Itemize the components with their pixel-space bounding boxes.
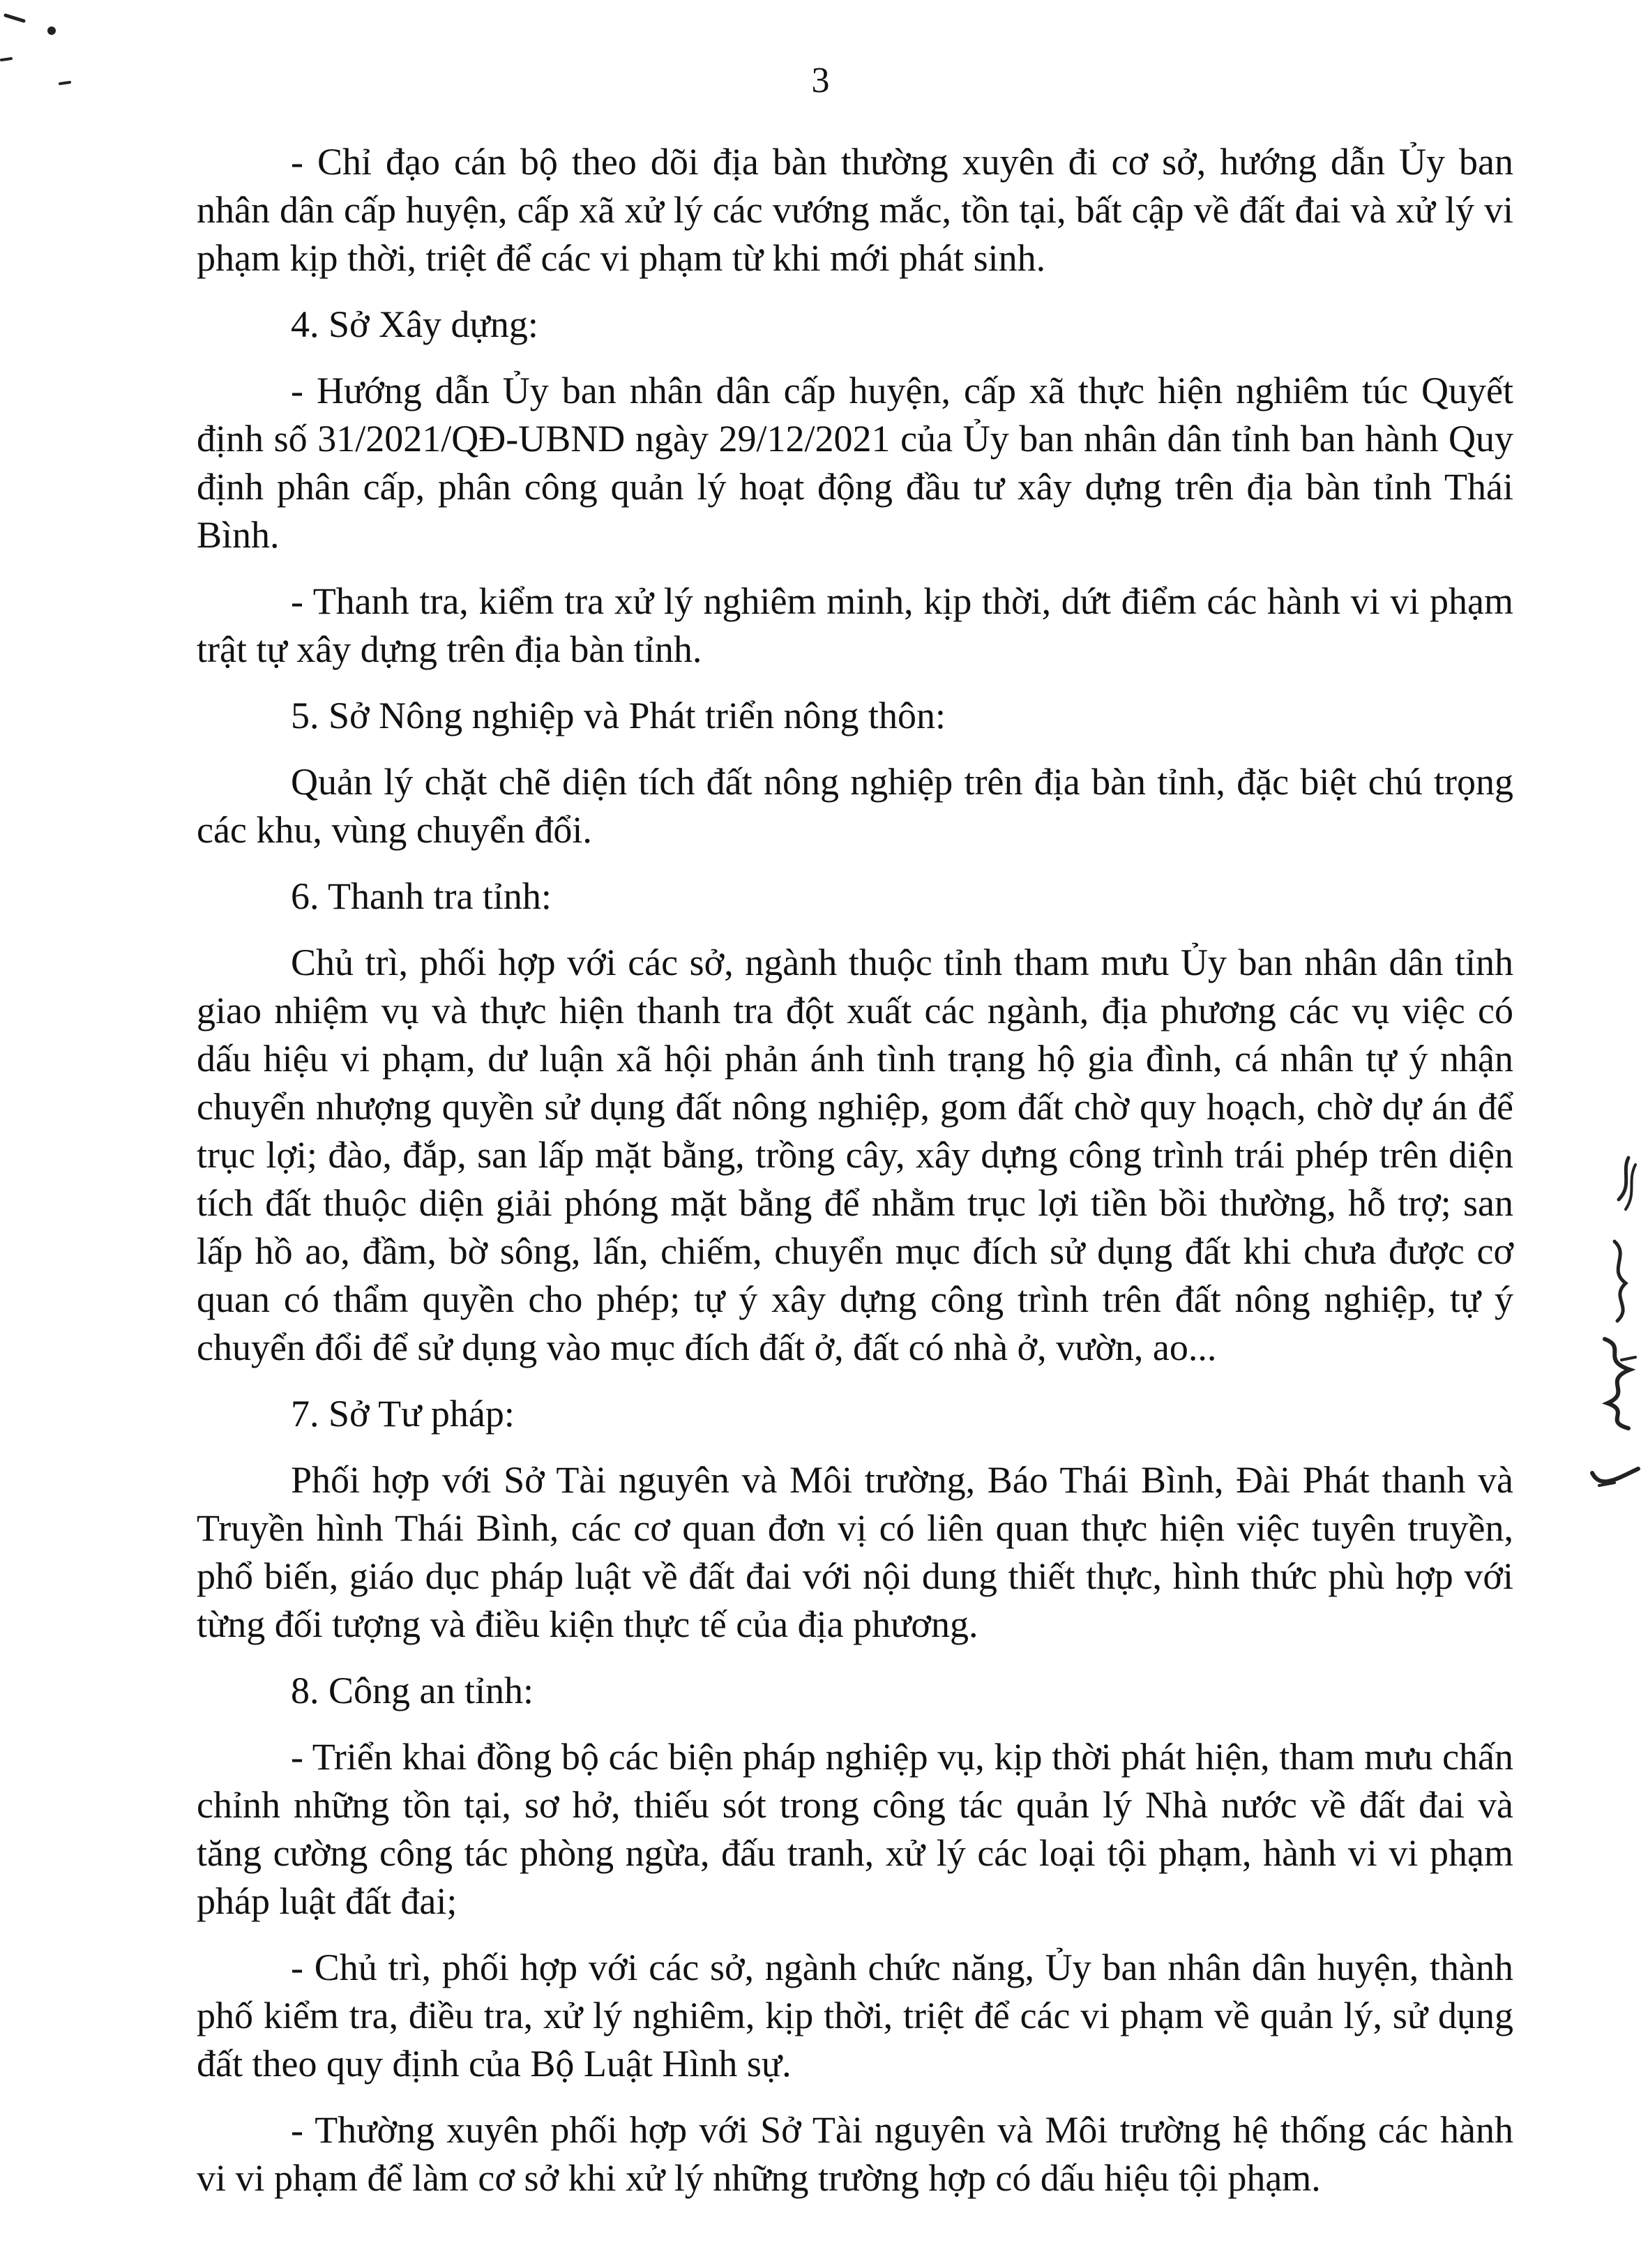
- paragraph: Phối hợp với Sở Tài nguyên và Môi trường, Báo Thái Bình, Đài Phát thanh và Truyền hình Thái Bình, các cơ quan đơn vị có liên quan thực hiện việc tuyên truyền, phổ biến, giáo dục pháp luật về đất đai với nội dung thiết thực, hình thức phù hợp với từng đối tượng và điều kiện thực tế của địa phương.: [197, 1459, 1513, 1645]
- section-heading: 8. Công an tỉnh:: [291, 1670, 534, 1711]
- section-heading: 6. Thanh tra tỉnh:: [291, 875, 552, 917]
- paragraph: Chủ trì, phối hợp với các sở, ngành thuộc tỉnh tham mưu Ủy ban nhân dân tỉnh giao nhiệm vụ và thực hiện thanh tra đột xuất các ngành, địa phương các vụ việc có dấu hiệu vi phạm, dư luận xã hội phản ánh tình trạng hộ gia đình, cá nhân tự ý nhận chuyển nhượng quyền sử dụng đất nông nghiệp, gom đất chờ quy hoạch, chờ dự án để trục lợi; đào, đắp, san lấp mặt bằng, trồng cây, xây dựng công trình trái phép trên diện tích đất thuộc diện giải phóng mặt bằng để nhằm trục lợi tiền bồi thường, hỗ trợ; san lấp hồ ao, đầm, bờ sông, lấn, chiếm, chuyển mục đích sử dụng đất khi chưa được cơ quan có thẩm quyền cho phép; tự ý xây dựng công trình trên đất nông nghiệp, tự ý chuyển đổi để sử dụng vào mục đích đất ở, đất có nhà ở, vườn, ao...: [197, 942, 1513, 1368]
- section-heading: 5. Sở Nông nghiệp và Phát triển nông thôn:: [291, 695, 946, 736]
- paragraph: - Hướng dẫn Ủy ban nhân dân cấp huyện, cấp xã thực hiện nghiêm túc Quyết định số 31/2021/QĐ-UBND ngày 29/12/2021 của Ủy ban nhân dân tỉnh ban hành Quy định phân cấp, phân công quản lý hoạt động đầu tư xây dựng trên địa bàn tỉnh Thái Bình.: [197, 370, 1513, 556]
- document-body: [197, 138, 1513, 2221]
- scan-speck-top-left: [0, 0, 84, 105]
- margin-signature-mark: [1587, 1151, 1641, 1513]
- paragraph: - Triển khai đồng bộ các biện pháp nghiệp vụ, kịp thời phát hiện, tham mưu chấn chỉnh những tồn tại, sơ hở, thiếu sót trong công tác quản lý Nhà nước về đất đai và tăng cường công tác phòng ngừa, đấu tranh, xử lý các loại tội phạm, hành vi vi phạm pháp luật đất đai;: [197, 1736, 1513, 1922]
- paragraph: - Chủ trì, phối hợp với các sở, ngành chức năng, Ủy ban nhân dân huyện, thành phố kiểm tra, điều tra, xử lý nghiêm, kịp thời, triệt để các vi phạm về quản lý, sử dụng đất theo quy định của Bộ Luật Hình sự.: [197, 1946, 1513, 2085]
- page-number: 3: [811, 61, 830, 100]
- paragraph: Quản lý chặt chẽ diện tích đất nông nghiệp trên địa bàn tỉnh, đặc biệt chú trọng các khu, vùng chuyển đổi.: [197, 761, 1513, 851]
- paragraph: - Thường xuyên phối hợp với Sở Tài nguyên và Môi trường hệ thống các hành vi vi phạm để làm cơ sở khi xử lý những trường hợp có dấu hiệu tội phạm.: [197, 2109, 1513, 2199]
- section-heading: 4. Sở Xây dựng:: [291, 303, 538, 345]
- section-heading: 7. Sở Tư pháp:: [291, 1393, 515, 1435]
- paragraph: - Thanh tra, kiểm tra xử lý nghiêm minh, kịp thời, dứt điểm các hành vi vi phạm trật tự xây dựng trên địa bàn tỉnh.: [197, 580, 1513, 670]
- paragraph: - Chỉ đạo cán bộ theo dõi địa bàn thường xuyên đi cơ sở, hướng dẫn Ủy ban nhân dân cấp huyện, cấp xã xử lý các vướng mắc, tồn tại, bất cập về đất đai và xử lý vi phạm kịp thời, triệt để các vi phạm từ khi mới phát sinh.: [197, 141, 1513, 279]
